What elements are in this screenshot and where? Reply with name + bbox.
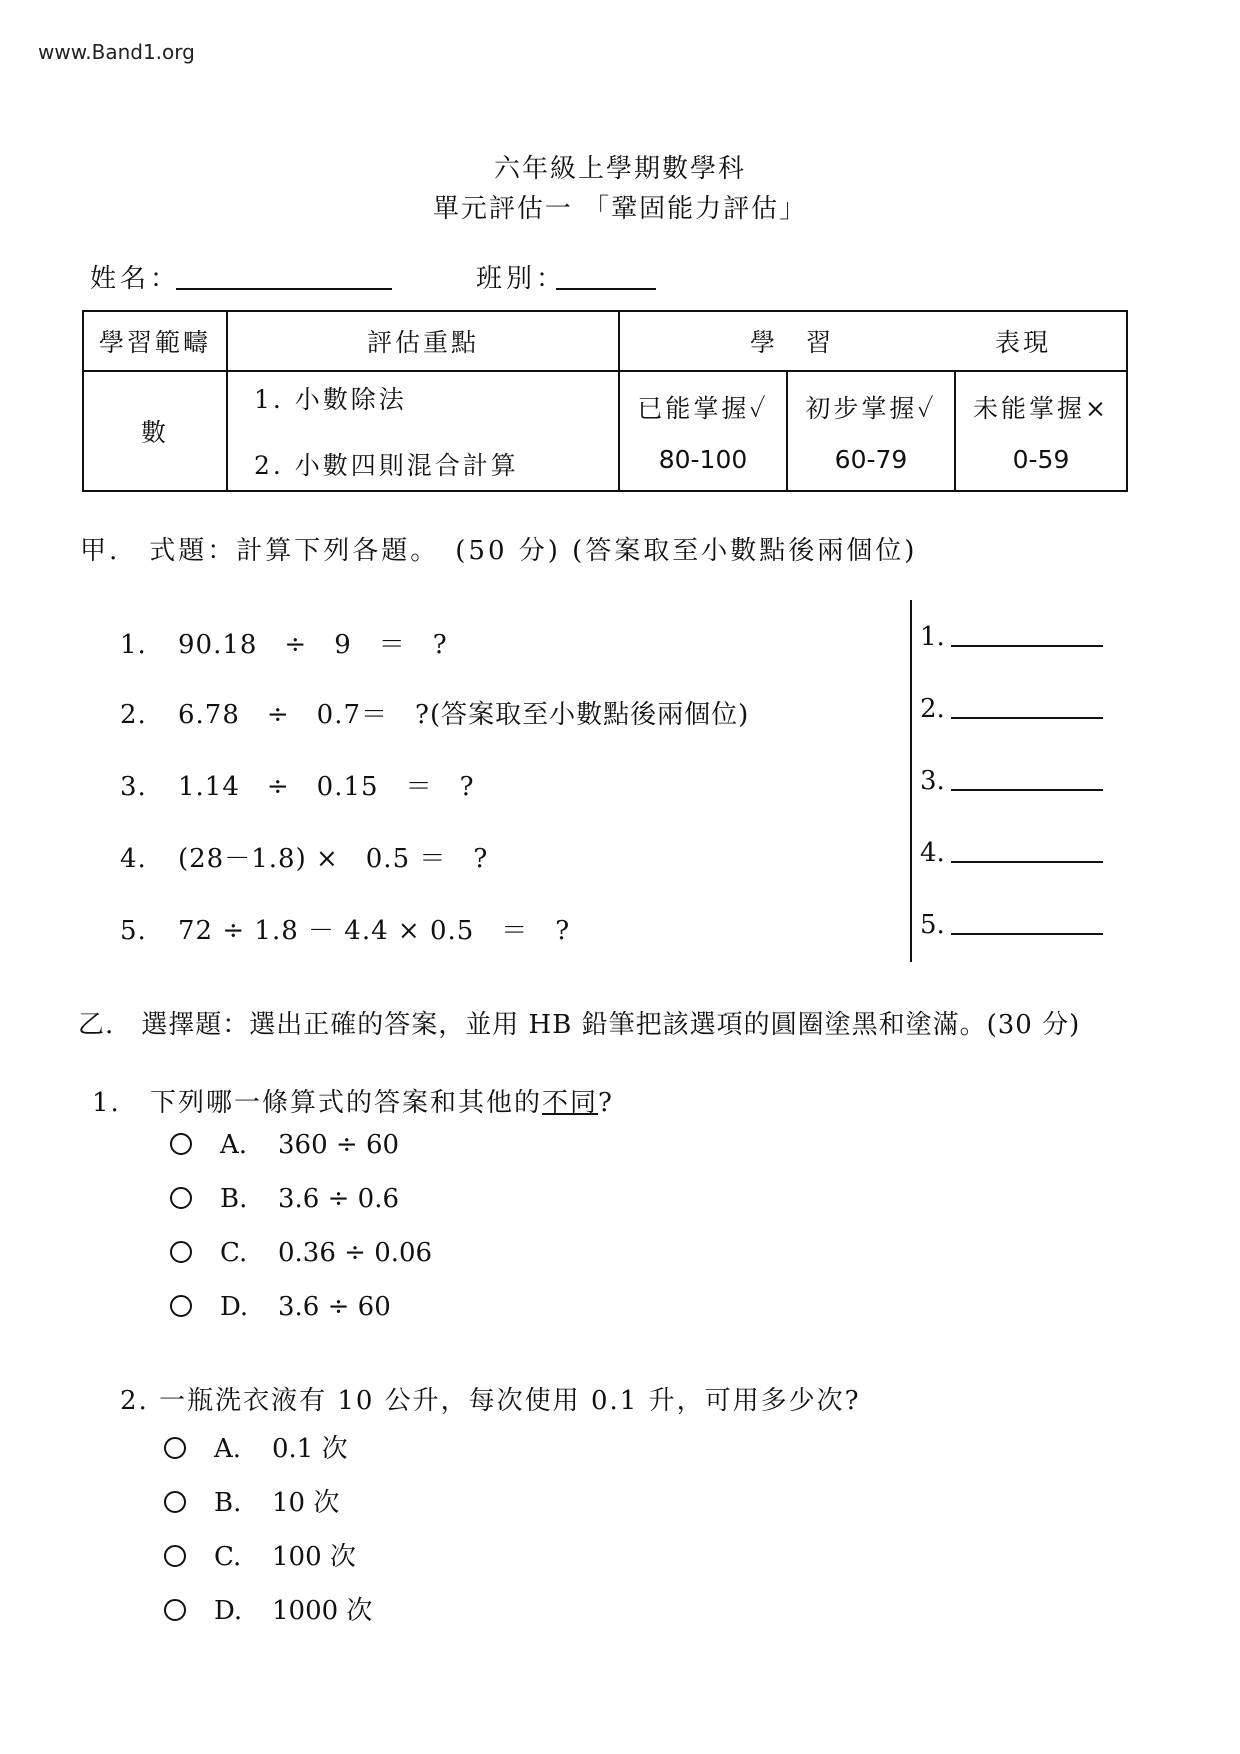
name-field[interactable] [176, 288, 392, 290]
answer-line[interactable]: 2. [920, 694, 1103, 724]
mcq-option[interactable]: C. 0.36 ÷ 0.06 [170, 1238, 432, 1268]
calc-question: 4. (28－1.8) × 0.5 ＝ ? [120, 844, 489, 874]
answer-bubble[interactable] [164, 1437, 186, 1459]
learning-area-cell: 數 [83, 371, 227, 491]
mcq-option[interactable]: A. 360 ÷ 60 [170, 1130, 399, 1160]
answer-line[interactable]: 5. [920, 910, 1103, 940]
header-assessment-focus: 評估重點 [227, 311, 619, 371]
answer-column-divider [910, 600, 912, 962]
mcq-option[interactable]: D. 1000 次 [164, 1590, 372, 1627]
header-performance-left: 學 習 [750, 328, 835, 357]
mcq-option[interactable]: B. 10 次 [164, 1482, 339, 1519]
mcq-option[interactable]: C. 100 次 [164, 1536, 356, 1573]
website-watermark: www.Band1.org [38, 40, 195, 64]
answer-bubble[interactable] [170, 1187, 192, 1209]
mcq-option[interactable]: B. 3.6 ÷ 0.6 [170, 1184, 399, 1214]
mcq-question-2: 2. 一瓶洗衣液有 10 公升，每次使用 0.1 升，可用多少次? [120, 1386, 861, 1416]
level-mastered-range: 80-100 [658, 444, 748, 474]
worksheet-title: 六年級上學期數學科 [493, 154, 746, 184]
header-performance [619, 311, 1127, 371]
level-initial-cell [787, 371, 955, 491]
mcq-question-1: 1. 下列哪一條算式的答案和其他的不同? [92, 1088, 614, 1118]
answer-bubble[interactable] [164, 1599, 186, 1621]
focus-item: 2. 小數四則混合計算 [254, 451, 519, 480]
table-header-row [83, 311, 1127, 371]
worksheet-subtitle: 單元評估一 「鞏固能力評估」 [432, 194, 808, 224]
name-label: 姓名： [90, 264, 181, 294]
level-not-mastered-cell [955, 371, 1127, 491]
underlined-word: 不同 [542, 1088, 599, 1118]
header-learning-area: 學習範疇 [83, 311, 227, 371]
calc-question: 2. 6.78 ÷ 0.7＝ ?(答案取至小數點後兩個位) [120, 700, 750, 730]
section-a-heading: 甲. 式題：計算下列各題。 (50 分) (答案取至小數點後兩個位) [80, 536, 918, 566]
focus-item: 1. 小數除法 [254, 385, 407, 414]
answer-line[interactable]: 4. [920, 838, 1103, 868]
level-mastered-cell [619, 371, 787, 491]
level-initial-range: 60-79 [834, 444, 908, 474]
level-mastered-label: 已能掌握✓ [637, 393, 769, 423]
level-initial-label: 初步掌握✓ [805, 393, 937, 423]
answer-line[interactable]: 3. [920, 766, 1103, 796]
assessment-table [82, 310, 1128, 492]
level-not-mastered-label: 未能掌握× [973, 393, 1109, 423]
answer-line[interactable]: 1. [920, 622, 1103, 652]
answer-bubble[interactable] [164, 1491, 186, 1513]
mcq-option[interactable]: D. 3.6 ÷ 60 [170, 1292, 391, 1322]
section-b-heading: 乙. 選擇題：選出正確的答案，並用 HB 鉛筆把該選項的圓圈塗黑和塗滿。(30 分) [78, 1010, 1081, 1040]
calc-question: 5. 72 ÷ 1.8 － 4.4 × 0.5 ＝ ? [120, 916, 571, 946]
answer-bubble[interactable] [170, 1295, 192, 1317]
answer-bubble[interactable] [164, 1545, 186, 1567]
level-not-mastered-range: 0-59 [1012, 444, 1070, 474]
calc-question: 1. 90.18 ÷ 9 ＝ ? [120, 630, 448, 660]
answer-bubble[interactable] [170, 1133, 192, 1155]
table-body-row [83, 371, 1127, 491]
class-label: 班別： [476, 264, 567, 294]
mcq-option[interactable]: A. 0.1 次 [164, 1428, 348, 1465]
calc-question: 3. 1.14 ÷ 0.15 ＝ ? [120, 772, 475, 802]
answer-bubble[interactable] [170, 1241, 192, 1263]
assessment-focus-cell [227, 371, 619, 491]
class-field[interactable] [556, 288, 656, 290]
header-performance-right: 表現 [994, 328, 1051, 357]
